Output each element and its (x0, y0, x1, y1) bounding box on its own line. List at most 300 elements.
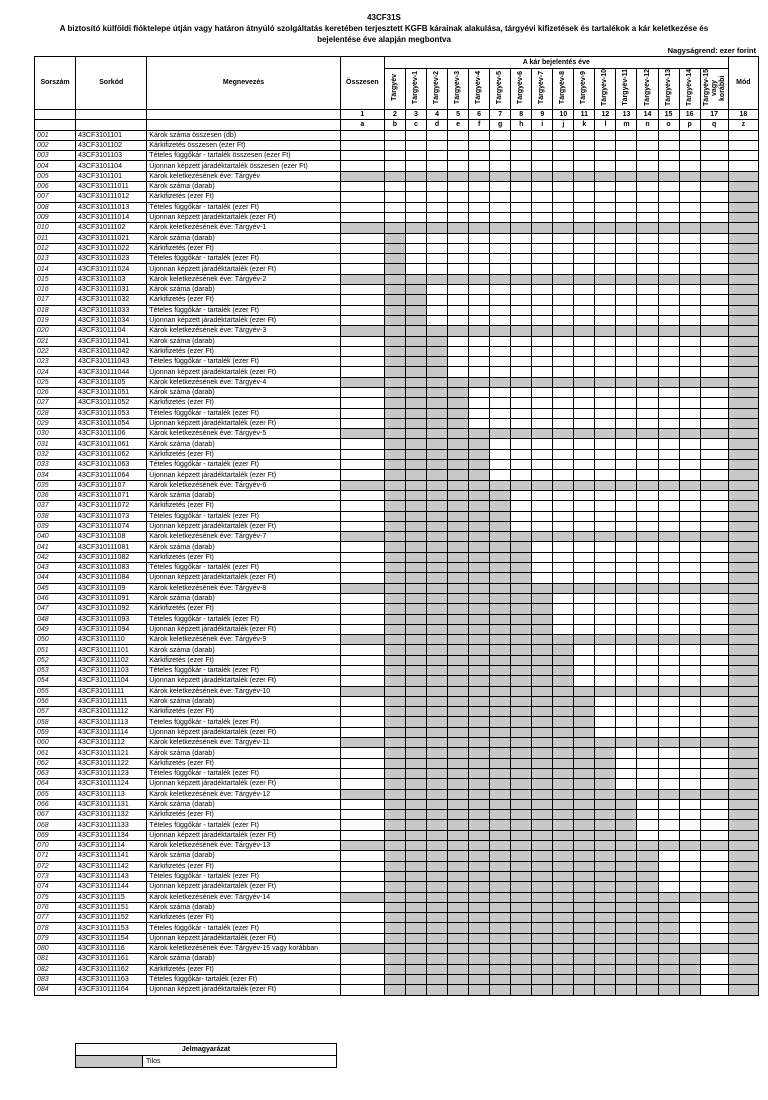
cell-year-9[interactable] (553, 501, 574, 511)
cell-year-14[interactable] (658, 789, 679, 799)
cell-year-3[interactable] (427, 861, 448, 871)
cell-year-15[interactable] (679, 768, 700, 778)
cell-year-10[interactable] (574, 604, 595, 614)
cell-year-13[interactable] (637, 264, 658, 274)
cell-year-1[interactable] (384, 521, 405, 531)
cell-year-6[interactable] (490, 223, 511, 233)
cell-year-10[interactable] (574, 305, 595, 315)
cell-year-14[interactable] (658, 624, 679, 634)
cell-year-1[interactable] (384, 758, 405, 768)
cell-year-13[interactable] (637, 902, 658, 912)
cell-year-15[interactable] (679, 604, 700, 614)
cell-year-16[interactable] (700, 882, 728, 892)
cell-year-11[interactable] (595, 748, 616, 758)
cell-year-11[interactable] (595, 666, 616, 676)
cell-year-4[interactable] (448, 799, 469, 809)
cell-year-16[interactable] (700, 913, 728, 923)
cell-mod[interactable] (728, 789, 758, 799)
cell-year-10[interactable] (574, 624, 595, 634)
cell-year-7[interactable] (511, 140, 532, 150)
cell-year-13[interactable] (637, 387, 658, 397)
cell-year-1[interactable] (384, 799, 405, 809)
cell-year-1[interactable] (384, 624, 405, 634)
cell-year-16[interactable] (700, 964, 728, 974)
cell-year-5[interactable] (469, 758, 490, 768)
cell-year-11[interactable] (595, 398, 616, 408)
cell-year-9[interactable] (553, 377, 574, 387)
cell-year-14[interactable] (658, 192, 679, 202)
cell-year-4[interactable] (448, 717, 469, 727)
cell-year-14[interactable] (658, 490, 679, 500)
cell-year-14[interactable] (658, 182, 679, 192)
cell-year-10[interactable] (574, 655, 595, 665)
cell-year-9[interactable] (553, 892, 574, 902)
cell-year-11[interactable] (595, 727, 616, 737)
cell-year-13[interactable] (637, 130, 658, 140)
cell-year-4[interactable] (448, 326, 469, 336)
cell-year-13[interactable] (637, 418, 658, 428)
cell-year-14[interactable] (658, 460, 679, 470)
cell-mod[interactable] (728, 717, 758, 727)
cell-year-11[interactable] (595, 686, 616, 696)
cell-year-7[interactable] (511, 645, 532, 655)
cell-year-2[interactable] (405, 460, 426, 470)
cell-mod[interactable] (728, 696, 758, 706)
cell-year-9[interactable] (553, 212, 574, 222)
cell-year-4[interactable] (448, 707, 469, 717)
cell-year-12[interactable] (616, 387, 637, 397)
cell-year-10[interactable] (574, 727, 595, 737)
cell-year-9[interactable] (553, 933, 574, 943)
cell-year-13[interactable] (637, 398, 658, 408)
cell-year-4[interactable] (448, 542, 469, 552)
cell-year-4[interactable] (448, 871, 469, 881)
cell-year-6[interactable] (490, 285, 511, 295)
cell-year-15[interactable] (679, 738, 700, 748)
cell-year-16[interactable] (700, 768, 728, 778)
cell-year-16[interactable] (700, 521, 728, 531)
cell-osszesen[interactable] (340, 285, 384, 295)
cell-year-10[interactable] (574, 902, 595, 912)
cell-year-2[interactable] (405, 964, 426, 974)
cell-year-13[interactable] (637, 810, 658, 820)
cell-year-14[interactable] (658, 264, 679, 274)
cell-year-13[interactable] (637, 717, 658, 727)
cell-year-9[interactable] (553, 974, 574, 984)
cell-year-5[interactable] (469, 954, 490, 964)
cell-year-13[interactable] (637, 521, 658, 531)
cell-year-2[interactable] (405, 944, 426, 954)
cell-year-7[interactable] (511, 223, 532, 233)
cell-year-5[interactable] (469, 871, 490, 881)
cell-year-4[interactable] (448, 768, 469, 778)
cell-year-15[interactable] (679, 336, 700, 346)
cell-year-10[interactable] (574, 161, 595, 171)
cell-year-6[interactable] (490, 810, 511, 820)
cell-year-6[interactable] (490, 779, 511, 789)
cell-year-11[interactable] (595, 336, 616, 346)
cell-year-15[interactable] (679, 985, 700, 995)
cell-year-14[interactable] (658, 717, 679, 727)
cell-year-16[interactable] (700, 357, 728, 367)
cell-osszesen[interactable] (340, 346, 384, 356)
cell-year-7[interactable] (511, 254, 532, 264)
cell-osszesen[interactable] (340, 799, 384, 809)
cell-year-12[interactable] (616, 573, 637, 583)
cell-year-6[interactable] (490, 192, 511, 202)
cell-year-6[interactable] (490, 676, 511, 686)
cell-year-16[interactable] (700, 315, 728, 325)
cell-year-2[interactable] (405, 295, 426, 305)
cell-year-6[interactable] (490, 593, 511, 603)
cell-mod[interactable] (728, 841, 758, 851)
cell-year-13[interactable] (637, 223, 658, 233)
cell-year-6[interactable] (490, 624, 511, 634)
cell-year-13[interactable] (637, 882, 658, 892)
cell-year-9[interactable] (553, 346, 574, 356)
cell-mod[interactable] (728, 964, 758, 974)
cell-year-4[interactable] (448, 151, 469, 161)
cell-year-5[interactable] (469, 686, 490, 696)
cell-year-15[interactable] (679, 223, 700, 233)
cell-year-2[interactable] (405, 212, 426, 222)
cell-year-10[interactable] (574, 583, 595, 593)
cell-osszesen[interactable] (340, 254, 384, 264)
cell-year-10[interactable] (574, 552, 595, 562)
cell-year-10[interactable] (574, 387, 595, 397)
cell-year-14[interactable] (658, 738, 679, 748)
cell-year-12[interactable] (616, 346, 637, 356)
cell-year-1[interactable] (384, 501, 405, 511)
cell-year-5[interactable] (469, 830, 490, 840)
cell-year-14[interactable] (658, 151, 679, 161)
cell-year-15[interactable] (679, 212, 700, 222)
cell-year-6[interactable] (490, 717, 511, 727)
cell-year-6[interactable] (490, 738, 511, 748)
cell-year-3[interactable] (427, 161, 448, 171)
cell-year-12[interactable] (616, 192, 637, 202)
cell-year-3[interactable] (427, 820, 448, 830)
cell-osszesen[interactable] (340, 810, 384, 820)
cell-year-11[interactable] (595, 418, 616, 428)
cell-mod[interactable] (728, 758, 758, 768)
cell-year-12[interactable] (616, 418, 637, 428)
cell-mod[interactable] (728, 367, 758, 377)
cell-year-13[interactable] (637, 192, 658, 202)
cell-year-2[interactable] (405, 902, 426, 912)
cell-mod[interactable] (728, 768, 758, 778)
cell-year-16[interactable] (700, 460, 728, 470)
cell-year-5[interactable] (469, 964, 490, 974)
cell-year-6[interactable] (490, 274, 511, 284)
cell-year-11[interactable] (595, 182, 616, 192)
cell-year-3[interactable] (427, 758, 448, 768)
cell-year-7[interactable] (511, 944, 532, 954)
cell-year-11[interactable] (595, 192, 616, 202)
cell-year-12[interactable] (616, 223, 637, 233)
cell-year-14[interactable] (658, 387, 679, 397)
cell-year-8[interactable] (532, 871, 553, 881)
cell-year-16[interactable] (700, 326, 728, 336)
cell-year-13[interactable] (637, 563, 658, 573)
cell-mod[interactable] (728, 799, 758, 809)
cell-year-3[interactable] (427, 552, 448, 562)
cell-year-13[interactable] (637, 295, 658, 305)
cell-year-10[interactable] (574, 532, 595, 542)
cell-year-16[interactable] (700, 789, 728, 799)
cell-year-15[interactable] (679, 676, 700, 686)
cell-year-13[interactable] (637, 377, 658, 387)
cell-year-3[interactable] (427, 254, 448, 264)
cell-year-5[interactable] (469, 357, 490, 367)
cell-year-3[interactable] (427, 212, 448, 222)
cell-year-4[interactable] (448, 285, 469, 295)
cell-mod[interactable] (728, 666, 758, 676)
cell-osszesen[interactable] (340, 182, 384, 192)
cell-year-4[interactable] (448, 552, 469, 562)
cell-year-6[interactable] (490, 295, 511, 305)
cell-year-3[interactable] (427, 635, 448, 645)
cell-year-1[interactable] (384, 830, 405, 840)
cell-year-5[interactable] (469, 511, 490, 521)
cell-year-10[interactable] (574, 377, 595, 387)
cell-year-7[interactable] (511, 490, 532, 500)
cell-year-10[interactable] (574, 418, 595, 428)
cell-year-14[interactable] (658, 439, 679, 449)
cell-year-16[interactable] (700, 140, 728, 150)
cell-year-7[interactable] (511, 635, 532, 645)
cell-year-13[interactable] (637, 326, 658, 336)
cell-year-14[interactable] (658, 810, 679, 820)
cell-year-6[interactable] (490, 418, 511, 428)
cell-year-2[interactable] (405, 161, 426, 171)
cell-year-9[interactable] (553, 202, 574, 212)
cell-year-3[interactable] (427, 542, 448, 552)
cell-year-4[interactable] (448, 583, 469, 593)
cell-year-2[interactable] (405, 449, 426, 459)
cell-year-4[interactable] (448, 861, 469, 871)
cell-year-12[interactable] (616, 398, 637, 408)
cell-year-5[interactable] (469, 130, 490, 140)
cell-year-10[interactable] (574, 202, 595, 212)
cell-year-10[interactable] (574, 460, 595, 470)
cell-year-14[interactable] (658, 727, 679, 737)
cell-year-3[interactable] (427, 532, 448, 542)
cell-year-16[interactable] (700, 274, 728, 284)
cell-mod[interactable] (728, 902, 758, 912)
cell-year-4[interactable] (448, 357, 469, 367)
cell-year-1[interactable] (384, 717, 405, 727)
cell-year-7[interactable] (511, 758, 532, 768)
cell-year-2[interactable] (405, 624, 426, 634)
cell-year-11[interactable] (595, 758, 616, 768)
cell-year-11[interactable] (595, 923, 616, 933)
cell-year-6[interactable] (490, 151, 511, 161)
cell-year-10[interactable] (574, 871, 595, 881)
cell-year-6[interactable] (490, 851, 511, 861)
cell-year-14[interactable] (658, 913, 679, 923)
cell-year-9[interactable] (553, 738, 574, 748)
cell-year-4[interactable] (448, 243, 469, 253)
cell-year-16[interactable] (700, 799, 728, 809)
cell-year-9[interactable] (553, 285, 574, 295)
cell-year-3[interactable] (427, 985, 448, 995)
cell-year-1[interactable] (384, 964, 405, 974)
cell-year-7[interactable] (511, 954, 532, 964)
cell-year-10[interactable] (574, 861, 595, 871)
cell-osszesen[interactable] (340, 202, 384, 212)
cell-year-10[interactable] (574, 985, 595, 995)
cell-year-2[interactable] (405, 130, 426, 140)
cell-year-8[interactable] (532, 933, 553, 943)
cell-year-13[interactable] (637, 202, 658, 212)
cell-osszesen[interactable] (340, 305, 384, 315)
cell-osszesen[interactable] (340, 192, 384, 202)
cell-year-15[interactable] (679, 583, 700, 593)
cell-year-4[interactable] (448, 686, 469, 696)
cell-year-5[interactable] (469, 635, 490, 645)
cell-year-16[interactable] (700, 655, 728, 665)
cell-year-8[interactable] (532, 583, 553, 593)
cell-year-9[interactable] (553, 573, 574, 583)
cell-year-4[interactable] (448, 563, 469, 573)
cell-year-15[interactable] (679, 871, 700, 881)
cell-year-13[interactable] (637, 696, 658, 706)
cell-year-8[interactable] (532, 398, 553, 408)
cell-year-15[interactable] (679, 377, 700, 387)
cell-year-13[interactable] (637, 686, 658, 696)
cell-year-7[interactable] (511, 398, 532, 408)
cell-osszesen[interactable] (340, 439, 384, 449)
cell-year-5[interactable] (469, 377, 490, 387)
cell-year-6[interactable] (490, 480, 511, 490)
cell-year-2[interactable] (405, 954, 426, 964)
cell-mod[interactable] (728, 305, 758, 315)
cell-year-7[interactable] (511, 470, 532, 480)
cell-osszesen[interactable] (340, 326, 384, 336)
cell-year-12[interactable] (616, 696, 637, 706)
cell-year-8[interactable] (532, 645, 553, 655)
cell-year-1[interactable] (384, 233, 405, 243)
cell-year-16[interactable] (700, 418, 728, 428)
cell-year-3[interactable] (427, 707, 448, 717)
cell-year-1[interactable] (384, 429, 405, 439)
cell-year-9[interactable] (553, 820, 574, 830)
cell-mod[interactable] (728, 171, 758, 181)
cell-year-14[interactable] (658, 964, 679, 974)
cell-year-12[interactable] (616, 964, 637, 974)
cell-year-7[interactable] (511, 233, 532, 243)
cell-year-12[interactable] (616, 944, 637, 954)
cell-year-16[interactable] (700, 861, 728, 871)
cell-year-8[interactable] (532, 789, 553, 799)
cell-year-12[interactable] (616, 624, 637, 634)
cell-year-2[interactable] (405, 758, 426, 768)
cell-osszesen[interactable] (340, 985, 384, 995)
cell-year-7[interactable] (511, 151, 532, 161)
cell-year-12[interactable] (616, 305, 637, 315)
cell-year-14[interactable] (658, 532, 679, 542)
cell-year-6[interactable] (490, 758, 511, 768)
cell-year-16[interactable] (700, 779, 728, 789)
cell-year-14[interactable] (658, 212, 679, 222)
cell-year-11[interactable] (595, 645, 616, 655)
cell-year-8[interactable] (532, 954, 553, 964)
cell-year-4[interactable] (448, 666, 469, 676)
cell-year-16[interactable] (700, 387, 728, 397)
cell-mod[interactable] (728, 655, 758, 665)
cell-year-15[interactable] (679, 573, 700, 583)
cell-year-13[interactable] (637, 573, 658, 583)
cell-year-8[interactable] (532, 336, 553, 346)
cell-year-5[interactable] (469, 851, 490, 861)
cell-year-8[interactable] (532, 563, 553, 573)
cell-year-8[interactable] (532, 841, 553, 851)
cell-year-2[interactable] (405, 377, 426, 387)
cell-year-15[interactable] (679, 954, 700, 964)
cell-year-14[interactable] (658, 892, 679, 902)
cell-year-3[interactable] (427, 326, 448, 336)
cell-osszesen[interactable] (340, 871, 384, 881)
cell-year-16[interactable] (700, 676, 728, 686)
cell-year-5[interactable] (469, 346, 490, 356)
cell-mod[interactable] (728, 192, 758, 202)
cell-year-16[interactable] (700, 985, 728, 995)
cell-mod[interactable] (728, 480, 758, 490)
cell-osszesen[interactable] (340, 140, 384, 150)
cell-year-16[interactable] (700, 696, 728, 706)
cell-year-13[interactable] (637, 367, 658, 377)
cell-year-1[interactable] (384, 696, 405, 706)
cell-year-4[interactable] (448, 974, 469, 984)
cell-year-1[interactable] (384, 789, 405, 799)
cell-year-3[interactable] (427, 974, 448, 984)
cell-year-14[interactable] (658, 779, 679, 789)
cell-year-7[interactable] (511, 418, 532, 428)
cell-year-11[interactable] (595, 171, 616, 181)
cell-year-16[interactable] (700, 192, 728, 202)
cell-year-9[interactable] (553, 460, 574, 470)
cell-year-14[interactable] (658, 882, 679, 892)
cell-year-7[interactable] (511, 789, 532, 799)
cell-year-2[interactable] (405, 408, 426, 418)
cell-year-10[interactable] (574, 593, 595, 603)
cell-year-2[interactable] (405, 470, 426, 480)
cell-year-3[interactable] (427, 398, 448, 408)
cell-year-8[interactable] (532, 851, 553, 861)
cell-year-1[interactable] (384, 902, 405, 912)
cell-year-7[interactable] (511, 449, 532, 459)
cell-year-16[interactable] (700, 892, 728, 902)
cell-year-1[interactable] (384, 933, 405, 943)
cell-year-15[interactable] (679, 851, 700, 861)
cell-year-9[interactable] (553, 408, 574, 418)
cell-year-7[interactable] (511, 624, 532, 634)
cell-year-13[interactable] (637, 305, 658, 315)
cell-year-10[interactable] (574, 573, 595, 583)
cell-year-6[interactable] (490, 439, 511, 449)
cell-year-12[interactable] (616, 182, 637, 192)
cell-year-4[interactable] (448, 408, 469, 418)
cell-osszesen[interactable] (340, 583, 384, 593)
cell-year-12[interactable] (616, 768, 637, 778)
cell-year-10[interactable] (574, 274, 595, 284)
cell-year-16[interactable] (700, 212, 728, 222)
cell-year-11[interactable] (595, 521, 616, 531)
cell-year-13[interactable] (637, 315, 658, 325)
cell-year-4[interactable] (448, 398, 469, 408)
cell-osszesen[interactable] (340, 398, 384, 408)
